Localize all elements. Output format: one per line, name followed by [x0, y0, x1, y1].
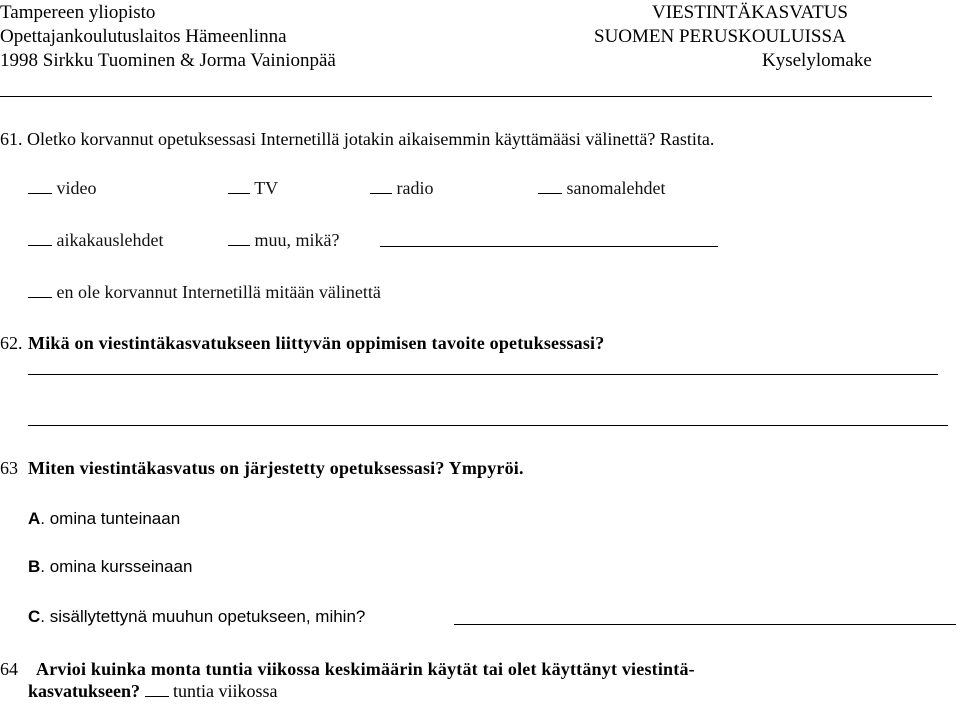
header-form-type: Kyselylomake	[762, 50, 872, 71]
option-none-label: en ole korvannut Internetillä mitään välinettä	[56, 282, 381, 302]
hours-per-week-label: tuntia viikossa	[173, 681, 278, 701]
question-63-number: 63	[0, 458, 18, 478]
checkbox-blank-magazines[interactable]	[28, 231, 52, 246]
option-tv[interactable]	[228, 177, 278, 199]
option-video[interactable]	[28, 177, 97, 199]
checkbox-blank-radio[interactable]	[370, 179, 392, 194]
checkbox-blank-other[interactable]	[228, 231, 250, 246]
option-63-b-label: . omina kursseinaan	[40, 557, 193, 576]
header-university: Tampereen yliopisto	[0, 2, 156, 23]
option-newspapers-label: sanomalehdet	[566, 178, 666, 198]
hours-blank[interactable]	[145, 682, 169, 697]
answer-line-63c[interactable]	[454, 624, 956, 625]
question-64-text-line2: kasvatukseen?	[28, 681, 141, 701]
header-department: Opettajankoulutuslaitos Hämeenlinna	[0, 26, 287, 47]
option-63-a[interactable]	[28, 508, 180, 530]
question-64-line2	[28, 680, 278, 702]
option-video-label: video	[56, 178, 97, 198]
option-63-c-label: . sisällytettynä muuhun opetukseen, mihin?	[40, 607, 366, 626]
header-authors: 1998 Sirkku Tuominen & Jorma Vainionpää	[0, 50, 336, 71]
option-63-b-letter: B	[28, 557, 41, 576]
option-none[interactable]	[28, 281, 381, 303]
checkbox-blank-none[interactable]	[28, 283, 52, 298]
option-other-label: muu, mikä?	[254, 230, 340, 250]
option-63-c[interactable]	[28, 606, 365, 628]
header-title: VIESTINTÄKASVATUS	[652, 2, 848, 23]
option-63-a-label: . omina tunteinaan	[40, 509, 181, 528]
header-divider	[0, 96, 932, 97]
question-62-text: Mikä on viestintäkasvatukseen liittyvän oppimisen tavoite opetuksessasi?	[28, 333, 605, 353]
option-radio[interactable]	[370, 177, 433, 199]
question-64-number: 64	[0, 659, 18, 679]
other-specify-line[interactable]	[380, 246, 718, 247]
question-64-text-line1: Arvioi kuinka monta tuntia viikossa keskimäärin käytät tai olet käyttänyt viestintä-	[36, 659, 695, 679]
option-magazines[interactable]	[28, 229, 163, 251]
question-61-text: 61. Oletko korvannut opetuksessasi Internetillä jotakin aikaisemmin käyttämääsi välinettä? Rastita.	[0, 129, 715, 149]
option-radio-label: radio	[396, 178, 434, 198]
question-62-number: 62.	[0, 333, 23, 353]
option-other[interactable]	[228, 229, 339, 251]
option-tv-label: TV	[254, 178, 279, 198]
option-63-c-letter: C	[28, 607, 41, 626]
option-63-a-letter: A	[28, 509, 41, 528]
checkbox-blank-video[interactable]	[28, 179, 52, 194]
checkbox-blank-tv[interactable]	[228, 179, 250, 194]
question-63-text: Miten viestintäkasvatus on järjestetty opetuksessasi? Ympyröi.	[28, 458, 524, 478]
answer-line-62b[interactable]	[28, 425, 948, 426]
header-subtitle: SUOMEN PERUSKOULUISSA	[594, 26, 846, 47]
option-magazines-label: aikakauslehdet	[56, 230, 164, 250]
checkbox-blank-newspapers[interactable]	[538, 179, 562, 194]
option-newspapers[interactable]	[538, 177, 665, 199]
option-63-b[interactable]	[28, 556, 192, 578]
answer-line-62a[interactable]	[28, 374, 938, 375]
